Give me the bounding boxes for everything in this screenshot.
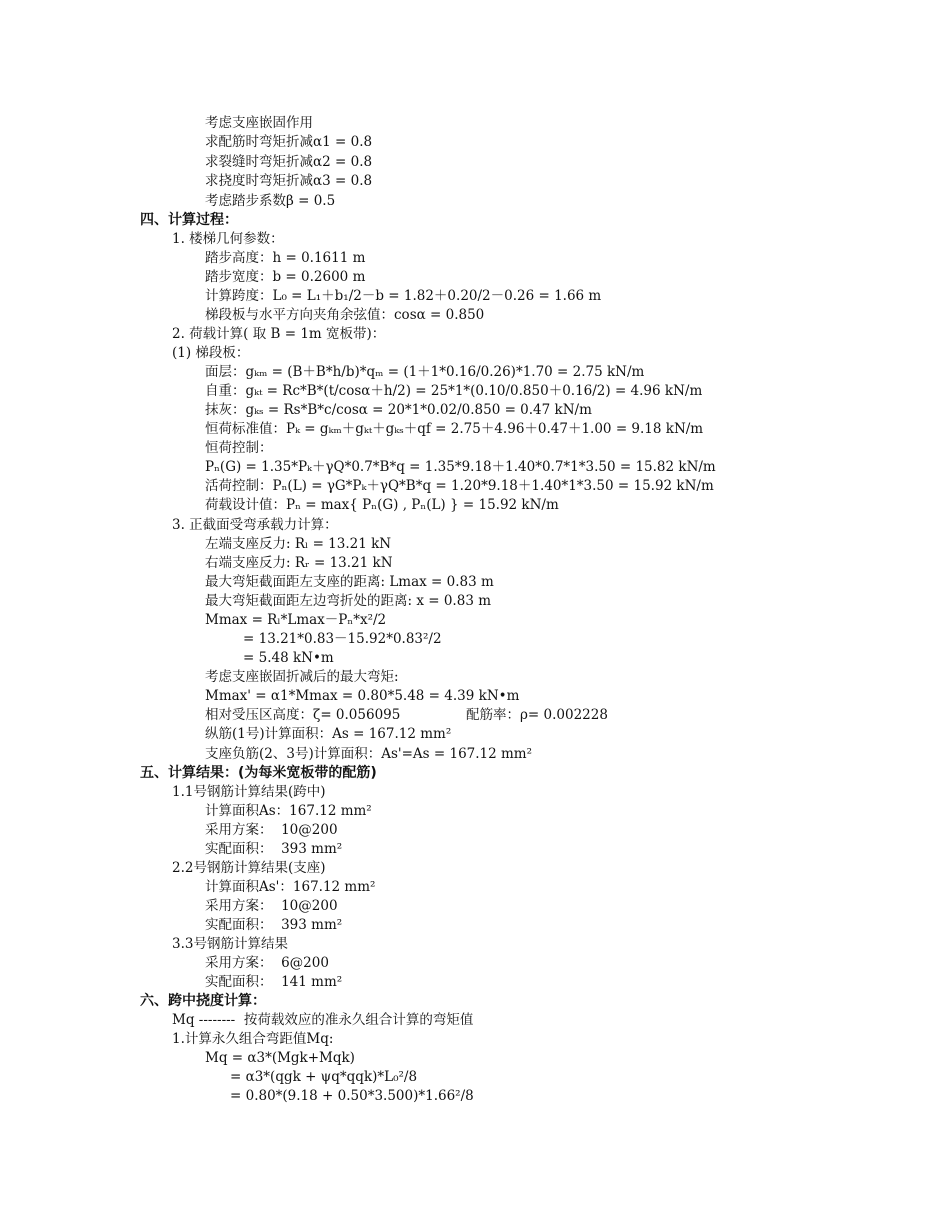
text-line: (1) 梯段板： [172, 345, 250, 361]
section-heading: 六、跨中挠度计算： [140, 993, 266, 1009]
text-line: 自重：gₖₜ = Rc*B*(t/cosα＋h/2) = 25*1*(0.10/0.850＋0.16/2) = 4.96 kN/m [205, 383, 703, 399]
text-line: 活荷控制：Pₙ(L) = γG*Pₖ＋γQ*B*q = 1.20*9.18＋1.40*1*3.50 = 15.92 kN/m [205, 478, 714, 494]
text-line: 最大弯矩截面距左支座的距离: Lmax = 0.83 m [205, 574, 494, 590]
text-line: 求挠度时弯矩折减α3 = 0.8 [205, 173, 373, 189]
text-line: 2.2号钢筋计算结果(支座) [172, 860, 326, 876]
text-line: 采用方案： 10@200 [205, 822, 338, 838]
formula-line: = 0.80*(9.18 + 0.50*3.500)*1.66²/8 [230, 1088, 474, 1104]
text-line: 抹灰：gₖₛ = Rs*B*c/cosα = 20*1*0.02/0.850 = 0.47 kN/m [205, 402, 592, 418]
text-line: 荷载设计值：Pₙ = max{ Pₙ(G) , Pₙ(L) } = 15.92 kN/m [205, 497, 559, 513]
text-line: 恒荷控制： [205, 440, 273, 456]
formula-line: = 13.21*0.83－15.92*0.83²/2 [243, 631, 442, 647]
text-line: 相对受压区高度：ζ= 0.056095 [205, 707, 401, 723]
text-line: 右端支座反力: Rᵣ = 13.21 kN [205, 555, 393, 571]
text-line: 梯段板与水平方向夹角余弦值：cosα = 0.850 [205, 307, 485, 323]
text-line: 3.3号钢筋计算结果 [172, 936, 288, 952]
formula-line: = α3*(qgk + ψq*qqk)*L₀²/8 [230, 1069, 418, 1085]
text-line: 计算面积As：167.12 mm² [205, 803, 372, 819]
text-line: 踏步宽度：b = 0.2600 m [205, 269, 366, 285]
text-line: Mq -------- 按荷载效应的准永久组合计算的弯矩值 [172, 1012, 474, 1028]
text-line: 面层：gₖₘ = (B＋B*h/b)*qₘ = (1＋1*0.16/0.26)*1.70 = 2.75 kN/m [205, 364, 645, 380]
text-line: 计算跨度：L₀ = L₁＋b₁/2－b = 1.82＋0.20/2－0.26 = 1.66 m [205, 288, 602, 304]
formula-line: = 5.48 kN•m [243, 650, 334, 666]
text-line: 求裂缝时弯矩折减α2 = 0.8 [205, 154, 373, 170]
text-line: 恒荷标准值：Pₖ = gₖₘ＋gₖₜ＋gₖₛ＋qf = 2.75＋4.96＋0.47＋1.00 = 9.18 kN/m [205, 421, 704, 437]
text-line: 实配面积： 393 mm² [205, 917, 343, 933]
text-line: 纵筋(1号)计算面积：As = 167.12 mm² [205, 726, 452, 742]
text-line: 左端支座反力: Rₗ = 13.21 kN [205, 536, 392, 552]
text-line: 实配面积： 141 mm² [205, 974, 343, 990]
text-line: 最大弯矩截面距左边弯折处的距离: x = 0.83 m [205, 593, 491, 609]
text-line: 1. 楼梯几何参数： [172, 231, 284, 247]
text-line: 1.1号钢筋计算结果(跨中) [172, 784, 326, 800]
text-line: 求配筋时弯矩折减α1 = 0.8 [205, 134, 373, 150]
formula-line: Mmax' = α1*Mmax = 0.80*5.48 = 4.39 kN•m [205, 688, 520, 704]
formula-line: Mmax = Rₗ*Lmax－Pₙ*x²/2 [205, 612, 387, 628]
text-line: 考虑支座嵌固折减后的最大弯矩: [205, 669, 399, 685]
text-line: 配筋率：ρ= 0.002228 [466, 707, 608, 723]
text-line: 踏步高度：h = 0.1611 m [205, 250, 366, 266]
text-line: 实配面积： 393 mm² [205, 841, 343, 857]
text-line: 考虑支座嵌固作用 [205, 115, 313, 131]
text-line: 考虑踏步系数β = 0.5 [205, 193, 336, 209]
text-line: 2. 荷载计算( 取 B = 1m 宽板带)： [172, 326, 386, 342]
text-line: 计算面积As'：167.12 mm² [205, 879, 376, 895]
formula-line: Mq = α3*(Mgk+Mqk) [205, 1050, 355, 1066]
text-line: 采用方案： 6@200 [205, 955, 329, 971]
text-line: Pₙ(G) = 1.35*Pₖ＋γQ*0.7*B*q = 1.35*9.18＋1.40*0.7*1*3.50 = 15.82 kN/m [205, 459, 716, 475]
section-heading: 五、计算结果：(为每米宽板带的配筋) [140, 765, 377, 781]
text-line: 采用方案： 10@200 [205, 898, 338, 914]
section-heading: 四、计算过程： [140, 212, 238, 228]
text-line: 3. 正截面受弯承载力计算： [172, 517, 338, 533]
text-line: 支座负筋(2、3号)计算面积：As'=As = 167.12 mm² [205, 746, 533, 762]
text-line: 1.计算永久组合弯距值Mq: [172, 1031, 334, 1047]
